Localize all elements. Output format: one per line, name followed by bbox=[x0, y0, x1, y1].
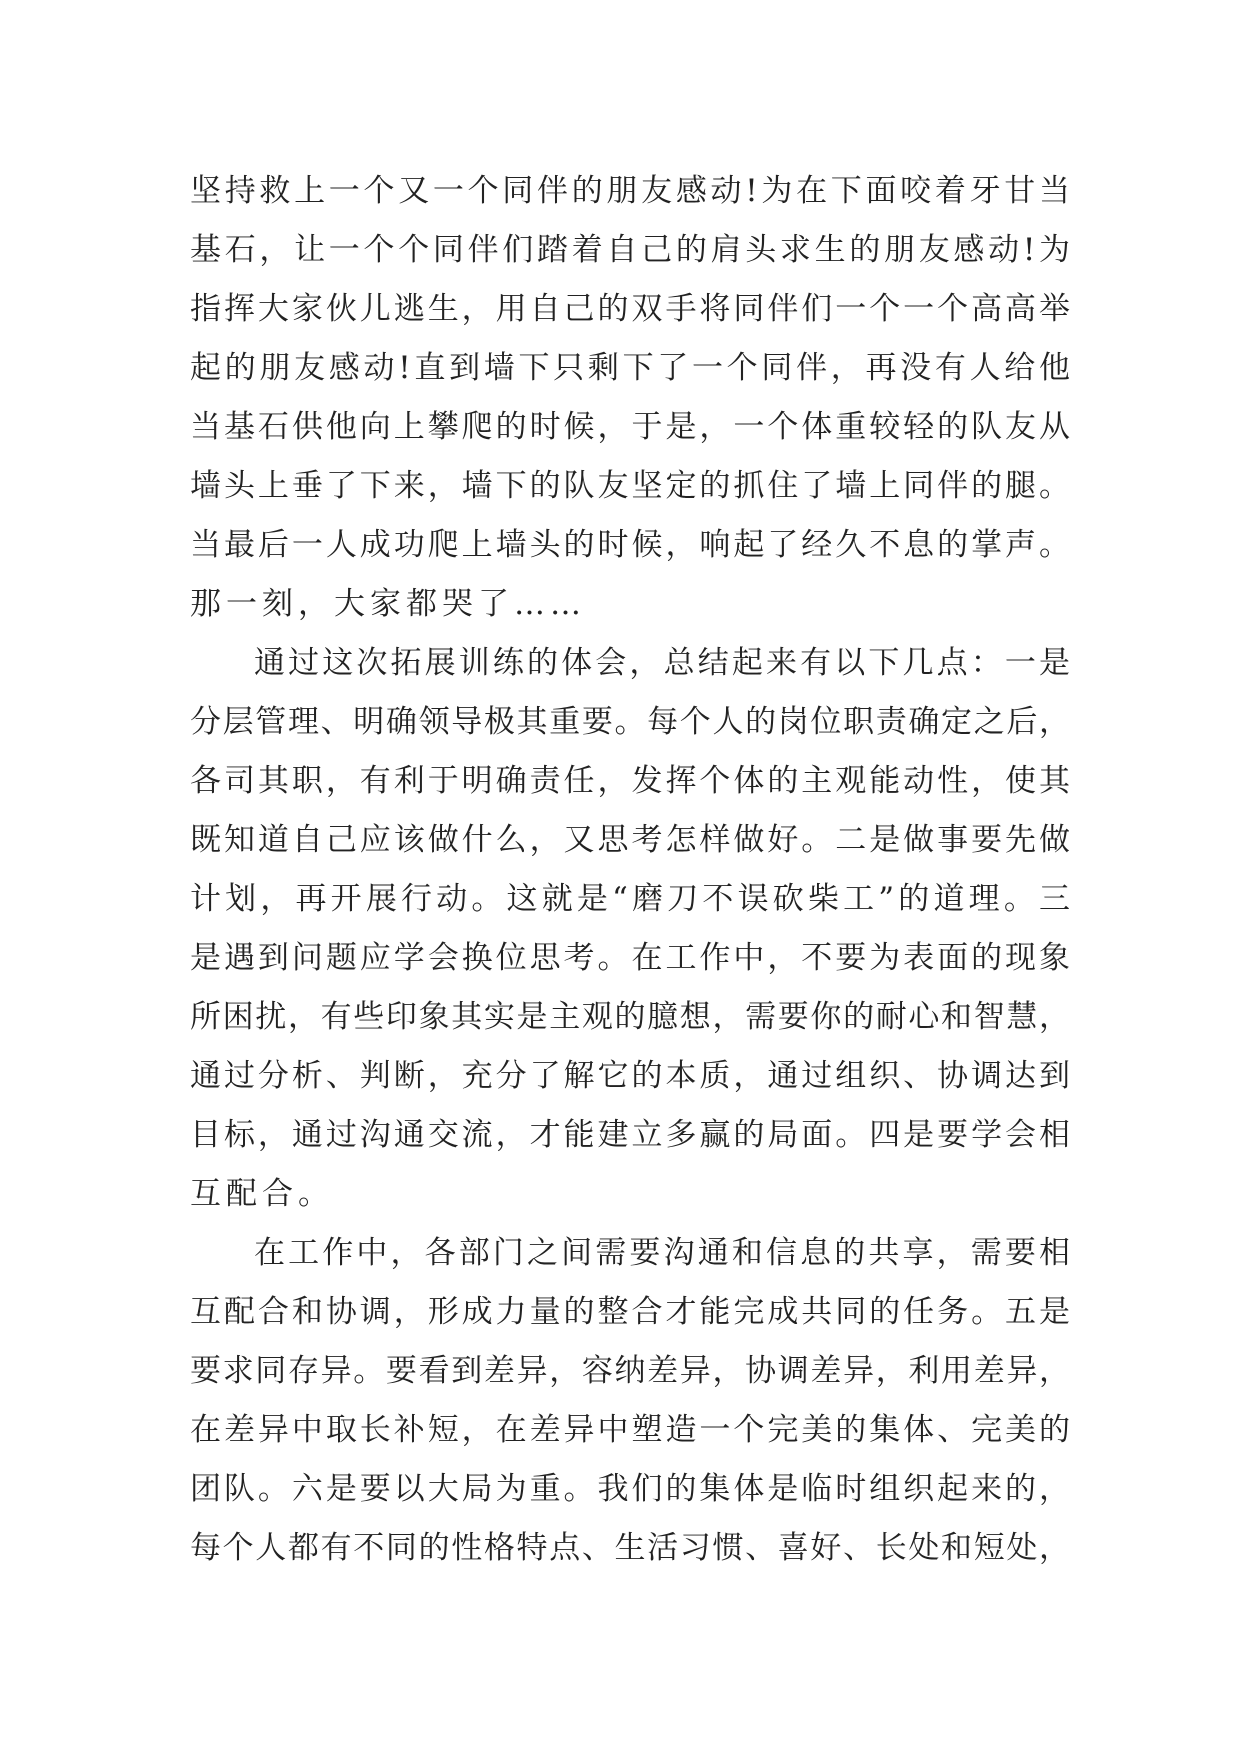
paragraph-first-line: 在工作中，各部门之间需要沟通和信息的共享，需要相 bbox=[254, 1235, 1070, 1271]
paragraph-first-line: 通过这次拓展训练的体会，总结起来有以下几点：一是 bbox=[254, 645, 1070, 681]
text-line: 互配合。 bbox=[190, 1176, 334, 1212]
text-line: 每个人都有不同的性格特点、生活习惯、喜好、长处和短处， bbox=[190, 1530, 1070, 1566]
text-line: 互配合和协调，形成力量的整合才能完成共同的任务。五是 bbox=[190, 1294, 1070, 1330]
text-line: 那一刻，大家都哭了…… bbox=[190, 586, 586, 622]
text-line: 是遇到问题应学会换位思考。在工作中，不要为表面的现象 bbox=[190, 940, 1070, 976]
text-line: 计划，再开展行动。这就是“磨刀不误砍柴工”的道理。三 bbox=[190, 881, 1070, 917]
document-body bbox=[190, 162, 1070, 1578]
text-line: 既知道自己应该做什么，又思考怎样做好。二是做事要先做 bbox=[190, 822, 1070, 858]
text-line: 分层管理、明确领导极其重要。每个人的岗位职责确定之后， bbox=[190, 704, 1070, 740]
text-line: 所困扰，有些印象其实是主观的臆想，需要你的耐心和智慧， bbox=[190, 999, 1070, 1035]
text-line: 在差异中取长补短，在差异中塑造一个完美的集体、完美的 bbox=[190, 1412, 1070, 1448]
text-line: 当基石供他向上攀爬的时候，于是，一个体重较轻的队友从 bbox=[190, 409, 1070, 445]
text-line: 基石，让一个个同伴们踏着自己的肩头求生的朋友感动!为 bbox=[190, 232, 1070, 268]
text-line: 指挥大家伙儿逃生，用自己的双手将同伴们一个一个高高举 bbox=[190, 291, 1070, 327]
text-line: 起的朋友感动!直到墙下只剩下了一个同伴，再没有人给他 bbox=[190, 350, 1070, 386]
text-line: 通过分析、判断，充分了解它的本质，通过组织、协调达到 bbox=[190, 1058, 1070, 1094]
text-line: 当最后一人成功爬上墙头的时候，响起了经久不息的掌声。 bbox=[190, 527, 1070, 563]
text-line: 要求同存异。要看到差异，容纳差异，协调差异，利用差异， bbox=[190, 1353, 1070, 1389]
text-line: 墙头上垂了下来，墙下的队友坚定的抓住了墙上同伴的腿。 bbox=[190, 468, 1070, 504]
text-line: 目标，通过沟通交流，才能建立多赢的局面。四是要学会相 bbox=[190, 1117, 1070, 1153]
text-line: 各司其职，有利于明确责任，发挥个体的主观能动性，使其 bbox=[190, 763, 1070, 799]
text-line: 坚持救上一个又一个同伴的朋友感动!为在下面咬着牙甘当 bbox=[190, 173, 1070, 209]
text-line: 团队。六是要以大局为重。我们的集体是临时组织起来的， bbox=[190, 1471, 1070, 1507]
